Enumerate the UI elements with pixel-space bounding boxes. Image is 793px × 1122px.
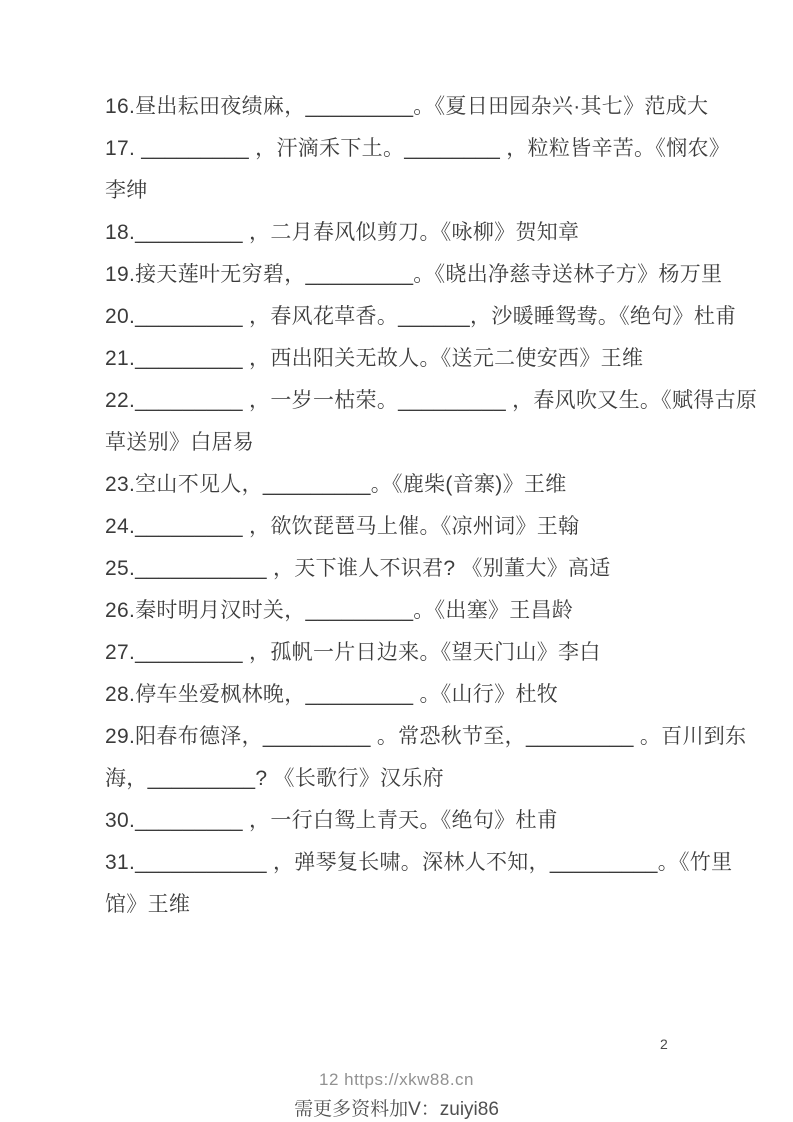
worksheet-line-17: 17. _________ ，汗滴禾下土。________ ，粒粒皆辛苦。《悯农》 <box>105 137 731 160</box>
worksheet-line-19: 19.接天莲叶无穷碧，_________。《晓出净慈寺送林子方》杨万里 <box>105 263 723 286</box>
footer-watermark-url: 12 https://xkw88.cn <box>318 1070 475 1089</box>
worksheet-line-30: 30._________ ，一行白鸳上青天。《绝句》杜甫 <box>105 809 559 832</box>
worksheet-line-25: 25.___________ ，天下谁人不识君? 《别董大》高适 <box>105 557 611 580</box>
worksheet-line-31-wrap: 馆》王维 <box>105 893 191 916</box>
worksheet-line-27: 27._________ ，孤帆一片日边来。《望天门山》李白 <box>105 641 601 664</box>
worksheet-line-31: 31.___________ ，弹琴复长啸。深林人不知，_________。《竹里 <box>105 851 733 874</box>
worksheet-line-23: 23.空山不见人，_________。《鹿柴(音寨)》王维 <box>105 473 567 496</box>
poetry-worksheet <box>105 86 758 926</box>
worksheet-line-22-wrap: 草送别》白居易 <box>105 431 255 454</box>
worksheet-line-29: 29.阳春布德泽，_________ 。常恐秋节至，_________ 。百川到东 <box>105 725 747 748</box>
worksheet-line-18: 18._________ ，二月春风似剪刀。《咏柳》贺知章 <box>105 221 580 244</box>
worksheet-line-22: 22._________ ，一岁一枯荣。_________ ，春风吹又生。《赋得古原 <box>105 389 758 412</box>
worksheet-line-29-wrap: 海，_________? 《长歌行》汉乐府 <box>105 767 444 790</box>
footer-promo-text: 需更多资料加V：zuiyi86 <box>294 1099 499 1120</box>
worksheet-line-20: 20._________ ，春风花草香。______，沙暖睡鸳鸯。《绝句》杜甫 <box>105 305 737 328</box>
worksheet-line-16: 16.昼出耘田夜绩麻，_________。《夏日田园杂兴·其七》范成大 <box>105 95 709 118</box>
page-number: 2 <box>660 1036 668 1052</box>
worksheet-line-28: 28.停车坐爱枫林晚，_________ 。《山行》杜牧 <box>105 683 559 706</box>
worksheet-line-24: 24._________ ，欲饮琵琶马上催。《凉州词》王翰 <box>105 515 580 538</box>
worksheet-line-21: 21._________ ，西出阳关无故人。《送元二使安西》王维 <box>105 347 644 370</box>
worksheet-line-26: 26.秦时明月汉时关，_________。《出塞》王昌龄 <box>105 599 574 622</box>
worksheet-line-17-wrap: 李绅 <box>105 179 148 202</box>
